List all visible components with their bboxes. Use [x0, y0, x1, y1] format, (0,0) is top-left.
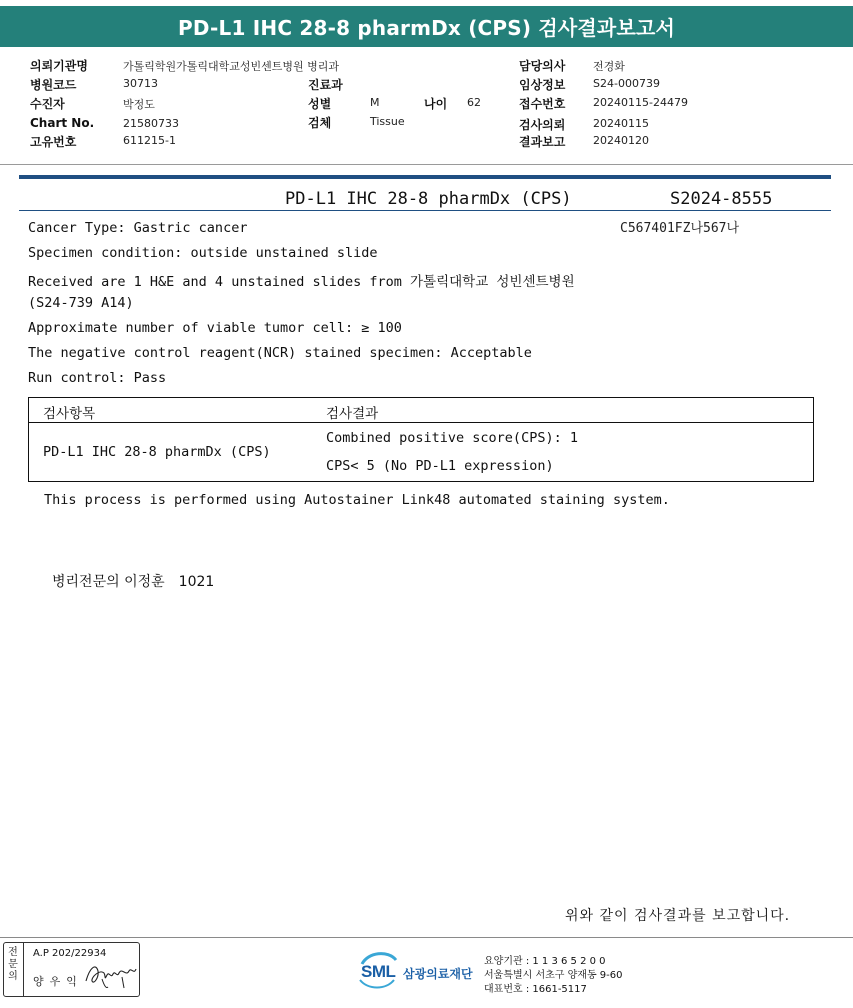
chart-no-value: 21580733 — [123, 117, 179, 130]
receipt-no-value: 20240115-24479 — [593, 96, 688, 109]
cancer-type-line: Cancer Type: Gastric cancer — [28, 220, 248, 236]
institution-code: 요양기관 : 1 1 3 6 5 2 0 0 — [484, 956, 606, 967]
table-result-cps: Combined positive score(CPS): 1 — [326, 430, 578, 446]
unique-no-value: 611215-1 — [123, 134, 176, 147]
foundation-phone: 대표번호 : 1661-5117 — [484, 984, 587, 995]
clinical-info-value: S24-000739 — [593, 77, 660, 90]
report-banner-title: PD-L1 IHC 28-8 pharmDx (CPS) 검사결과보고서 — [0, 6, 853, 47]
report-date-label: 결과보고 — [519, 135, 566, 149]
signature-box-separator — [23, 943, 24, 996]
report-code: C567401FZ나567나 — [620, 221, 740, 236]
handwritten-signature — [82, 957, 138, 991]
institution-value: 가톨릭학원가톨릭대학교성빈센트병원 병리과 — [123, 60, 340, 73]
specimen-value: Tissue — [370, 115, 405, 128]
request-date-label: 검사의뢰 — [519, 118, 566, 132]
footer-divider — [0, 937, 853, 938]
chart-no-label: Chart No. — [30, 116, 95, 130]
doctor-value: 전경화 — [593, 60, 625, 73]
doctor-label: 담당의사 — [519, 59, 566, 73]
hospital-code-value: 30713 — [123, 77, 158, 90]
age-value: 62 — [467, 96, 481, 109]
request-date-value: 20240115 — [593, 117, 649, 130]
sml-logo-text: SML — [361, 962, 396, 981]
signer-name: 양우익 — [33, 975, 83, 988]
process-note: This process is performed using Autostainer Link48 automated staining system. — [44, 492, 670, 508]
slide-id-line: (S24-739 A14) — [28, 295, 134, 311]
pathologist-name: 병리전문의 이정훈 — [52, 574, 165, 590]
signature-box — [3, 942, 140, 997]
header-divider — [0, 164, 853, 165]
run-control-line: Run control: Pass — [28, 370, 167, 386]
foundation-name: 삼광의료재단 — [403, 967, 473, 981]
closing-statement: 위와 같이 검사결과를 보고합니다. — [565, 908, 791, 924]
age-label: 나이 — [424, 97, 448, 111]
receipt-no-label: 접수번호 — [519, 97, 566, 111]
table-header-item: 검사항목 — [43, 406, 96, 422]
sex-value: M — [370, 96, 380, 109]
report-number: S2024-8555 — [670, 189, 773, 209]
table-result-interpretation: CPS< 5 (No PD-L1 expression) — [326, 458, 554, 474]
specimen-label: 검체 — [308, 116, 332, 130]
ap-license-number: A.P 202/22934 — [33, 948, 107, 959]
tumor-cell-line: Approximate number of viable tumor cell: ≥ 100 — [28, 320, 402, 336]
specialist-vertical-label: 전 문 의 — [8, 947, 18, 982]
pathologist-number: 1021 — [178, 574, 215, 590]
patient-value: 박정도 — [123, 98, 155, 111]
table-header-divider — [29, 422, 813, 423]
hospital-code-label: 병원코드 — [30, 78, 77, 92]
patient-label: 수진자 — [30, 97, 65, 111]
sex-label: 성별 — [308, 97, 332, 111]
department-label: 진료과 — [308, 78, 343, 92]
table-header-result: 검사결과 — [326, 406, 379, 422]
foundation-address: 서울특별시 서초구 양재동 9-60 — [484, 970, 623, 981]
pathologist-line — [52, 571, 214, 591]
report-rule-thin — [19, 210, 831, 211]
report-title: PD-L1 IHC 28-8 pharmDx (CPS) — [285, 189, 572, 209]
table-item-name: PD-L1 IHC 28-8 pharmDx (CPS) — [43, 444, 271, 460]
specimen-condition-line: Specimen condition: outside unstained slide — [28, 245, 378, 261]
report-rule-thick — [19, 175, 831, 179]
result-table — [28, 397, 814, 482]
clinical-info-label: 임상정보 — [519, 78, 566, 92]
received-line: Received are 1 H&E and 4 unstained slides from 가톨릭대학교 성빈센트병원 — [28, 274, 575, 290]
ncr-line: The negative control reagent(NCR) stained specimen: Acceptable — [28, 345, 532, 361]
unique-no-label: 고유번호 — [30, 135, 77, 149]
institution-label: 의뢰기관명 — [30, 59, 88, 73]
report-date-value: 20240120 — [593, 134, 649, 147]
